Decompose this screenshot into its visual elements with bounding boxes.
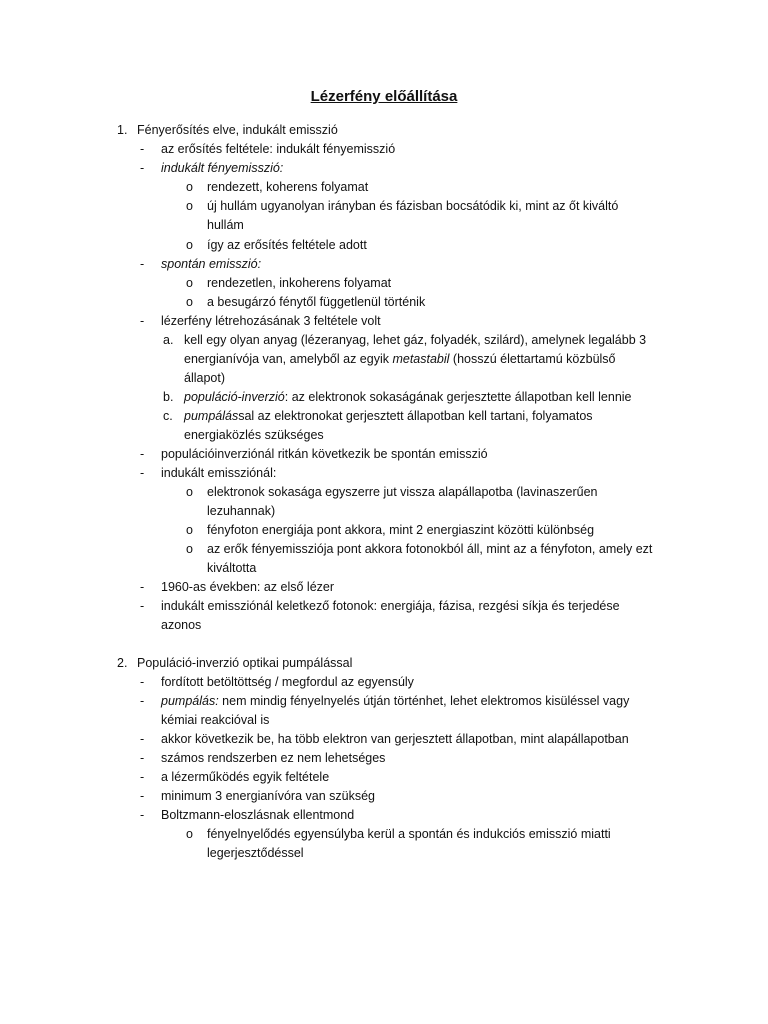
lettered-text-emphasis: pumpálás	[184, 409, 239, 423]
dash-bullet: -	[140, 770, 145, 784]
page-title: Lézerfény előállítása	[310, 88, 458, 105]
list-item-text: populációinverziónál ritkán következik be spontán emisszió	[161, 447, 488, 461]
sub-item-text: kiváltotta	[207, 561, 257, 575]
dash-bullet: -	[140, 314, 145, 328]
list-item-text: indukált emissziónál keletkező fotonok: energiája, fázisa, rezgési síkja és terjedése	[161, 599, 620, 613]
sub-item-text: fényfoton energiája pont akkora, mint 2 energiaszint közötti különbség	[207, 523, 595, 537]
dash-bullet: -	[140, 161, 145, 175]
list-item-text: az erősítés feltétele: indukált fényemisszió	[161, 142, 396, 156]
list-item-text: kémiai reakcióval is	[161, 713, 270, 727]
list-item-text: akkor következik be, ha több elektron van gerjesztett állapotban, mint alapállapotban	[161, 732, 629, 746]
lettered-text-part: sal az elektronokat gerjesztett állapotban kell tartani, folyamatos	[238, 409, 593, 423]
sub-item-text: legerjesztődéssel	[207, 846, 304, 860]
dash-bullet: -	[140, 808, 145, 822]
dash-bullet: -	[140, 675, 145, 689]
list-item-text: lézerfény létrehozásának 3 feltétele volt	[161, 314, 381, 328]
lettered-text: állapot)	[184, 371, 225, 385]
dash-bullet: -	[140, 466, 145, 480]
item-letter: a.	[163, 333, 174, 347]
lettered-text-line	[184, 407, 593, 426]
list-item-text: fordított betöltöttség / megfordul az egyensúly	[161, 675, 414, 689]
dash-bullet: -	[140, 599, 145, 613]
sub-item-text: az erők fényemissziója pont akkora fotonokból áll, mint az a fényfoton, amely ezt	[207, 542, 653, 556]
dash-bullet: -	[140, 694, 145, 708]
dash-bullet: -	[140, 257, 145, 271]
section-title: Populáció-inverzió optikai pumpálással	[137, 656, 353, 670]
circle-bullet: o	[186, 485, 193, 499]
circle-bullet: o	[186, 276, 193, 290]
dash-bullet: -	[140, 580, 145, 594]
circle-bullet: o	[186, 238, 193, 252]
sub-item-text: rendezett, koherens folyamat	[207, 180, 369, 194]
lettered-text-line	[184, 388, 632, 407]
circle-bullet: o	[186, 542, 193, 556]
sub-item-text: így az erősítés feltétele adott	[207, 238, 367, 252]
dash-bullet: -	[140, 447, 145, 461]
sub-item-text: fényelnyelődés egyensúlyba kerül a spontán és indukciós emisszió miatti	[207, 827, 611, 841]
list-item-text: minimum 3 energianívóra van szükség	[161, 789, 375, 803]
sub-item-text: elektronok sokasága egyszerre jut vissza alapállapotba (lavinaszerűen	[207, 485, 598, 499]
circle-bullet: o	[186, 199, 193, 213]
list-item-emphasis: pumpálás:	[161, 694, 219, 708]
sub-item-text: lezuhannak)	[207, 504, 276, 518]
section-number: 1.	[117, 123, 128, 137]
section-number: 2.	[117, 656, 128, 670]
lettered-text: kell egy olyan anyag (lézeranyag, lehet gáz, folyadék, szilárd), amelynek legalább 3	[184, 333, 647, 347]
dash-bullet: -	[140, 142, 145, 156]
sub-item-text: új hullám ugyanolyan irányban és fázisban bocsátódik ki, mint az őt kiváltó	[207, 199, 619, 213]
lettered-text-part: (hosszú élettartamú közbülső	[449, 352, 616, 366]
list-item-text: Boltzmann-eloszlásnak ellentmond	[161, 808, 355, 822]
list-item-text: számos rendszerben ez nem lehetséges	[161, 751, 386, 765]
dash-bullet: -	[140, 751, 145, 765]
list-item-text: azonos	[161, 618, 202, 632]
sub-item-text: a besugárzó fénytől függetlenül történik	[207, 295, 426, 309]
lettered-text-emphasis: populáció-inverzió	[184, 390, 285, 404]
lettered-text-emphasis: metastabil	[392, 352, 450, 366]
sub-item-text: hullám	[207, 218, 244, 232]
circle-bullet: o	[186, 827, 193, 841]
circle-bullet: o	[186, 523, 193, 537]
list-item-text-line	[161, 692, 629, 711]
lettered-text: energiaközlés szükséges	[184, 428, 324, 442]
item-letter: b.	[163, 390, 174, 404]
dash-bullet: -	[140, 732, 145, 746]
item-letter: c.	[163, 409, 173, 423]
list-item-text: indukált emissziónál:	[161, 466, 277, 480]
dash-bullet: -	[140, 789, 145, 803]
lettered-text-line	[184, 350, 616, 369]
list-item-text-part: nem mindig fényelnyelés útján történhet, lehet elektromos kisüléssel vagy	[218, 694, 630, 708]
circle-bullet: o	[186, 295, 193, 309]
lettered-text-part: energianívója van, amelyből az egyik	[184, 352, 393, 366]
sub-item-text: rendezetlen, inkoherens folyamat	[207, 276, 392, 290]
circle-bullet: o	[186, 180, 193, 194]
list-item-text: spontán emisszió:	[161, 257, 262, 271]
list-item-text: 1960-as években: az első lézer	[161, 580, 335, 594]
lettered-text-part: : az elektronok sokaságának gerjesztette állapotban kell lennie	[284, 390, 632, 404]
list-item-text: a lézerműködés egyik feltétele	[161, 770, 330, 784]
list-item-text: indukált fényemisszió:	[161, 161, 284, 175]
section-title: Fényerősítés elve, indukált emisszió	[137, 123, 338, 137]
